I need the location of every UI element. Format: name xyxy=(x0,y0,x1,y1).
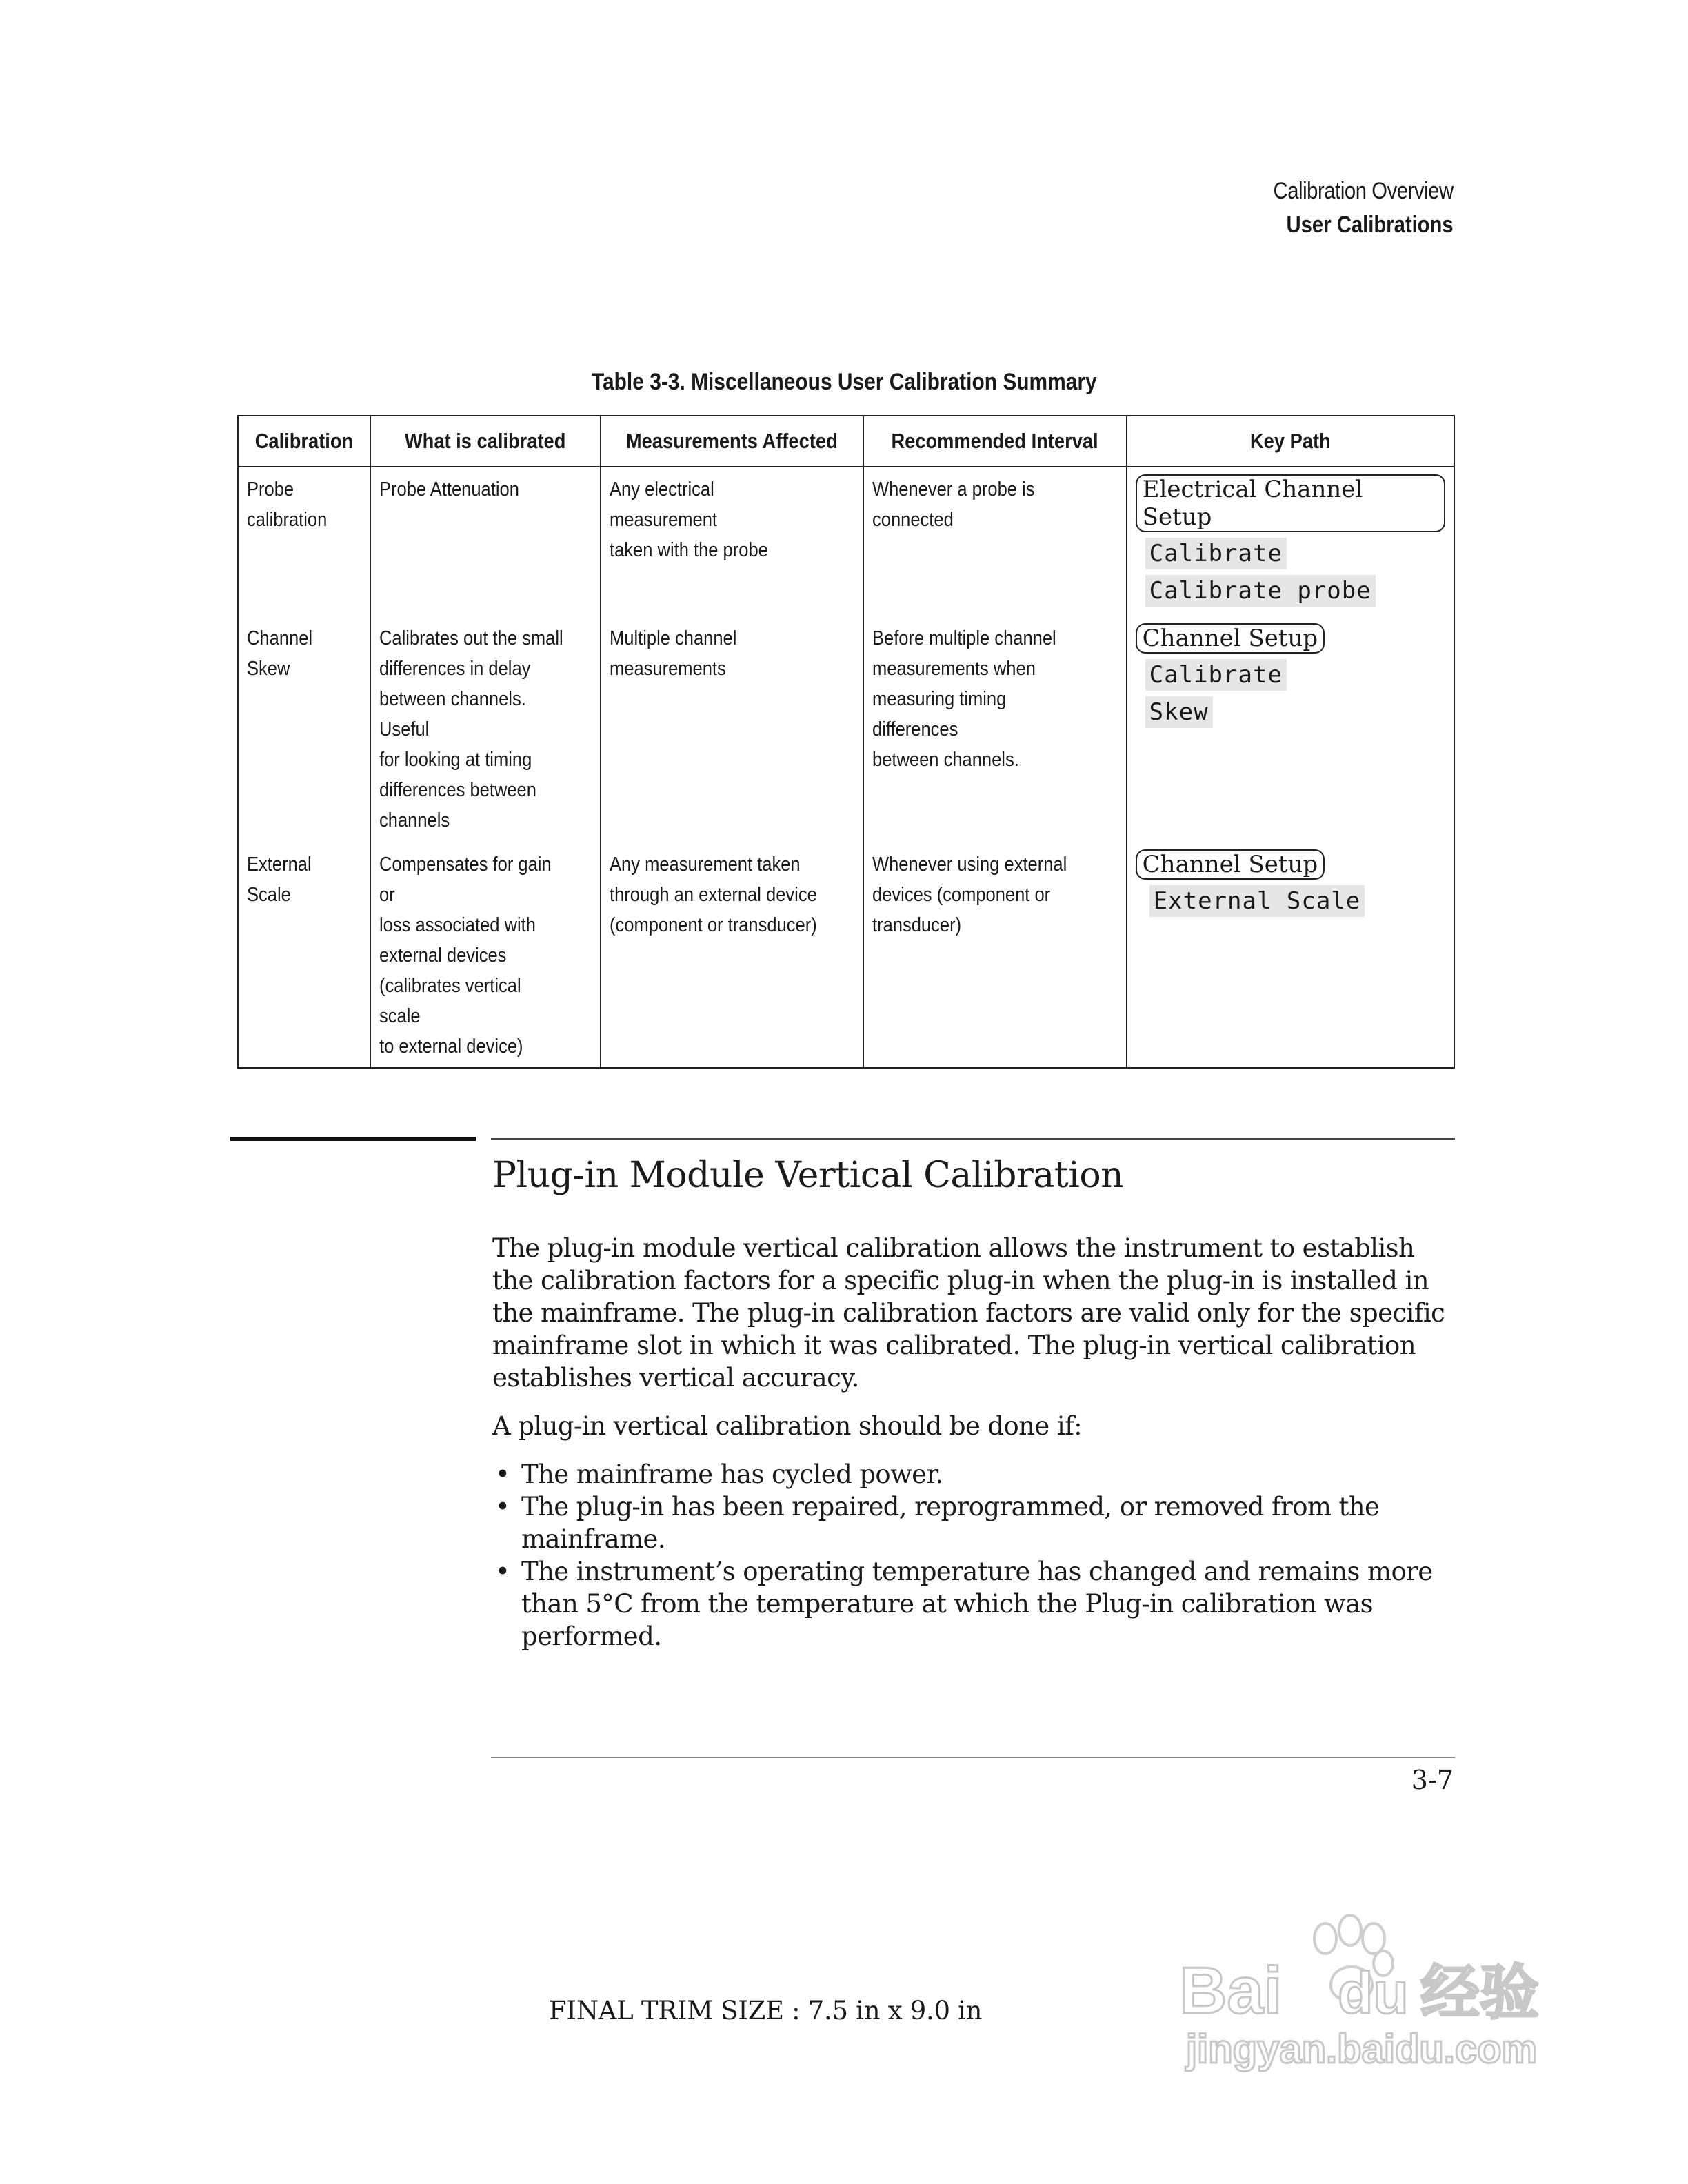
column-header: Measurements Affected xyxy=(601,416,864,467)
table-row xyxy=(238,467,1454,616)
cell-key-path xyxy=(1127,467,1454,616)
column-header: Recommended Interval xyxy=(863,416,1127,467)
list-item: • The plug-in has been repaired, reprogrammed, or removed from the mainframe. xyxy=(492,1490,1458,1555)
chapter-title: Calibration Overview xyxy=(1273,178,1454,204)
cell-interval: Whenever using external devices (component or transducer) xyxy=(863,842,1127,1068)
watermark-url: jingyan.baidu.com xyxy=(1186,2027,1538,2072)
cell-key-path xyxy=(1127,616,1454,842)
column-header: What is calibrated xyxy=(370,416,601,467)
cell-what: Calibrates out the small differences in delay between channels. Useful for looking at timing differences between channels xyxy=(370,616,601,842)
cell-measurements: Multiple channel measurements xyxy=(601,616,864,842)
list-item: • The instrument’s operating temperature has changed and remains more than 5°C from the temperature at which the Plug-in calibration was performed. xyxy=(492,1555,1458,1652)
body-paragraph: A plug-in vertical calibration should be done if: xyxy=(492,1411,1083,1441)
table-caption: Table 3-3. Miscellaneous User Calibration Summary xyxy=(591,369,1097,395)
softkey-calibrate: Calibrate xyxy=(1145,538,1287,569)
cell-calibration: Probe calibration xyxy=(238,467,370,616)
section-rule-thick xyxy=(230,1137,476,1141)
calibration-summary-table xyxy=(237,415,1455,1069)
column-header: Calibration xyxy=(238,416,370,467)
table-row xyxy=(238,616,1454,842)
cell-calibration: External Scale xyxy=(238,842,370,1068)
section-heading: Plug-in Module Vertical Calibration xyxy=(492,1155,1124,1196)
hardkey-channel-setup: Channel Setup xyxy=(1136,849,1325,880)
cell-measurements: Any electrical measurement taken with the probe xyxy=(601,467,864,616)
column-header: Key Path xyxy=(1127,416,1454,467)
cell-calibration: Channel Skew xyxy=(238,616,370,842)
cell-measurements: Any measurement taken through an external device (component or transducer) xyxy=(601,842,864,1068)
cell-what: Compensates for gain or loss associated with external devices (calibrates vertical scale to external device) xyxy=(370,842,601,1068)
page-number: 3-7 xyxy=(1411,1765,1454,1795)
softkey-skew: Skew xyxy=(1145,696,1213,728)
section-rule-thin xyxy=(491,1138,1455,1140)
baidu-watermark-logo xyxy=(1165,1903,1579,2075)
running-header xyxy=(1244,178,1454,239)
watermark-brand-cn: 经验 xyxy=(1420,1960,1539,2026)
watermark-brand: Bai xyxy=(1179,1954,1283,2028)
softkey-calibrate: Calibrate xyxy=(1145,659,1287,691)
hardkey-electrical-channel-setup: Electrical Channel Setup xyxy=(1136,474,1445,532)
list-item: • The mainframe has cycled power. xyxy=(492,1458,1458,1490)
trim-size-note: FINAL TRIM SIZE : 7.5 in x 9.0 in xyxy=(549,1996,983,2025)
cell-key-path xyxy=(1127,842,1454,1068)
table-header-row xyxy=(238,416,1454,467)
watermark-brand-du: du xyxy=(1338,1961,1409,2025)
table-row xyxy=(238,842,1454,1068)
hardkey-channel-setup: Channel Setup xyxy=(1136,623,1325,654)
cell-what: Probe Attenuation xyxy=(370,467,601,616)
softkey-external-scale: External Scale xyxy=(1149,885,1365,917)
body-paragraph: The plug-in module vertical calibration allows the instrument to establish the calibration factors for a specific plug-in when the plug-in is installed in the mainframe. The plug-in calibration factors are valid only for the specific mainframe slot in which it was calibrated. The plug-in vertical calibration establishes vertical accuracy. xyxy=(492,1233,1445,1393)
softkey-calibrate-probe: Calibrate probe xyxy=(1145,575,1376,607)
footer-rule xyxy=(491,1757,1455,1758)
bullet-list xyxy=(492,1458,1458,1652)
section-title-header: User Calibrations xyxy=(1286,212,1454,238)
cell-interval: Before multiple channel measurements when measuring timing differences between channels. xyxy=(863,616,1127,842)
cell-interval: Whenever a probe is connected xyxy=(863,467,1127,616)
